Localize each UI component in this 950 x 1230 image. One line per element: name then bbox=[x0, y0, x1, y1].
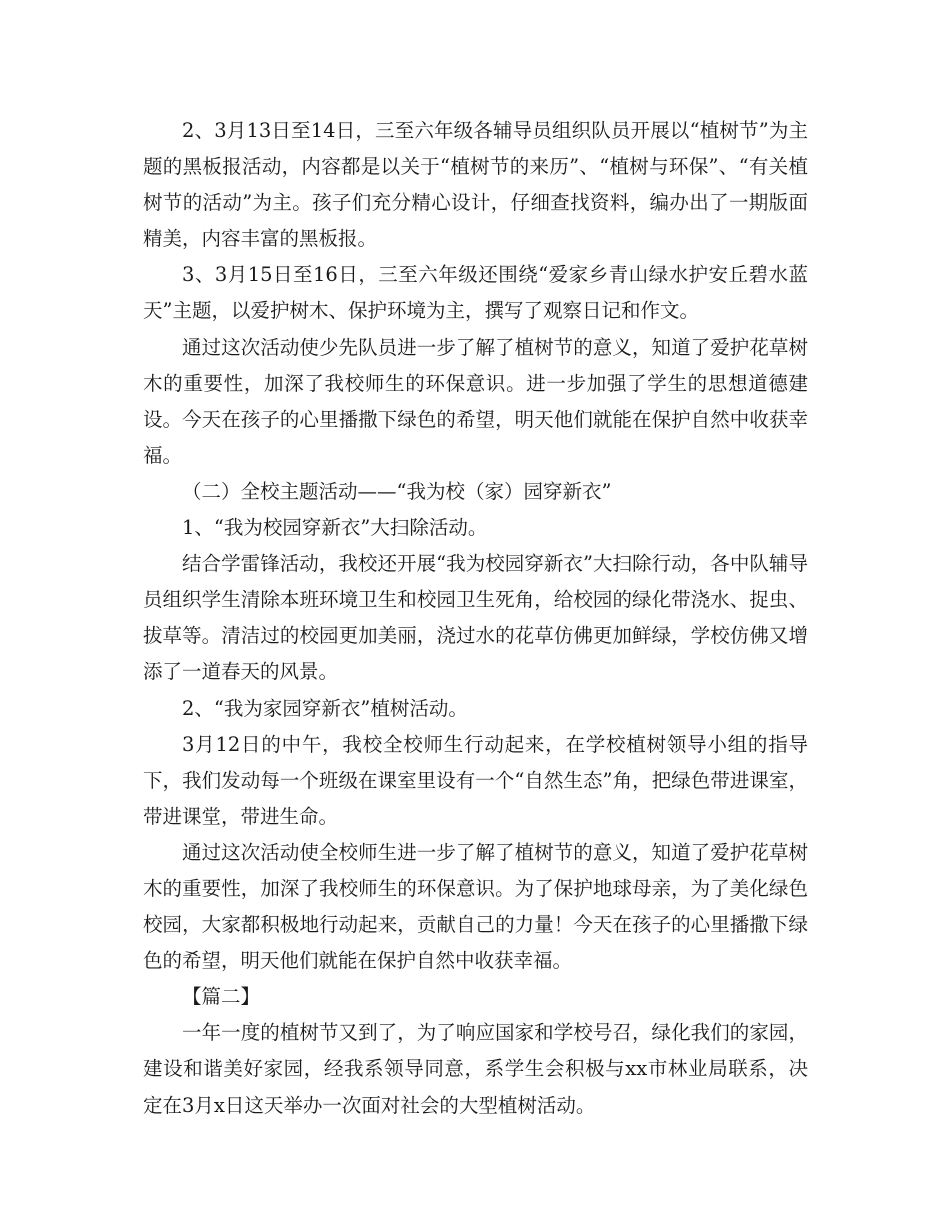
paragraph-planting: 3月12日的中午，我校全校师生行动起来，在学校植树领导小组的指导下，我们发动每一个班级在课室里设有一个“自然生态”角，把绿色带进课室，带进课堂，带进生命。 bbox=[143, 732, 808, 828]
paragraph-cleanup: 结合学雷锋活动，我校还开展“我为校园穿新衣”大扫除行动，各中队辅导员组织学生清除本班环境卫生和校园卫生死角，给校园的绿化带浇水、捉虫、拔草等。清洁过的校园更加美丽，浇过水的花草仿佛更加鲜绿，学校仿佛又增添了一道春天的风景。 bbox=[143, 552, 808, 684]
section-heading-part-two: 【篇二】 bbox=[182, 985, 261, 1009]
paragraph-activity-summary-2: 通过这次活动使全校师生进一步了解了植树节的意义，知道了爱护花草树木的重要性，加深了我校师生的环保意识。为了保护地球母亲，为了美化绿色校园，大家都积极地行动起来，贡献自己的力量！今天在孩子的心里播撒下绿色的希望，明天他们就能在保护自然中收获幸福。 bbox=[143, 840, 808, 973]
paragraph-activity-summary-1: 通过这次活动使少先队员进一步了解了植树节的意义，知道了爱护花草树木的重要性，加深了我校师生的环保意识。进一步加强了学生的思想道德建设。今天在孩子的心里播撒下绿色的希望，明天他们就能在保护自然中收获幸福。 bbox=[143, 335, 808, 467]
paragraph-blackboard-activity: 2、3月13日至14日，三至六年级各辅导员组织队员开展以“植树节”为主题的黑板报活动，内容都是以关于“植树节的来历”、“植树与环保”、“有关植树节的活动”为主。孩子们充分精心设计，仔细查找资料，编办出了一期版面精美，内容丰富的黑板报。 bbox=[143, 119, 808, 251]
subheading-cleanup: 1、“我为校园穿新衣”大扫除活动。 bbox=[182, 516, 488, 540]
subheading-planting: 2、“我为家园穿新衣”植树活动。 bbox=[182, 696, 468, 720]
paragraph-diary-essay: 3、3月15日至16日，三至六年级还围绕“爱家乡青山绿水护安丘碧水蓝天”主题，以爱护树木、保护环境为主，撰写了观察日记和作文。 bbox=[143, 263, 808, 323]
document-body bbox=[143, 113, 808, 1124]
paragraph-part-two-intro: 一年一度的植树节又到了，为了响应国家和学校号召，绿化我们的家园，建设和谐美好家园，经我系领导同意，系学生会积极与xx市林业局联系，决定在3月x日这天举办一次面对社会的大型植树活动。 bbox=[143, 1021, 808, 1117]
section-heading-school-theme: （二）全校主题活动——“我为校（家）园穿新衣” bbox=[182, 479, 612, 503]
